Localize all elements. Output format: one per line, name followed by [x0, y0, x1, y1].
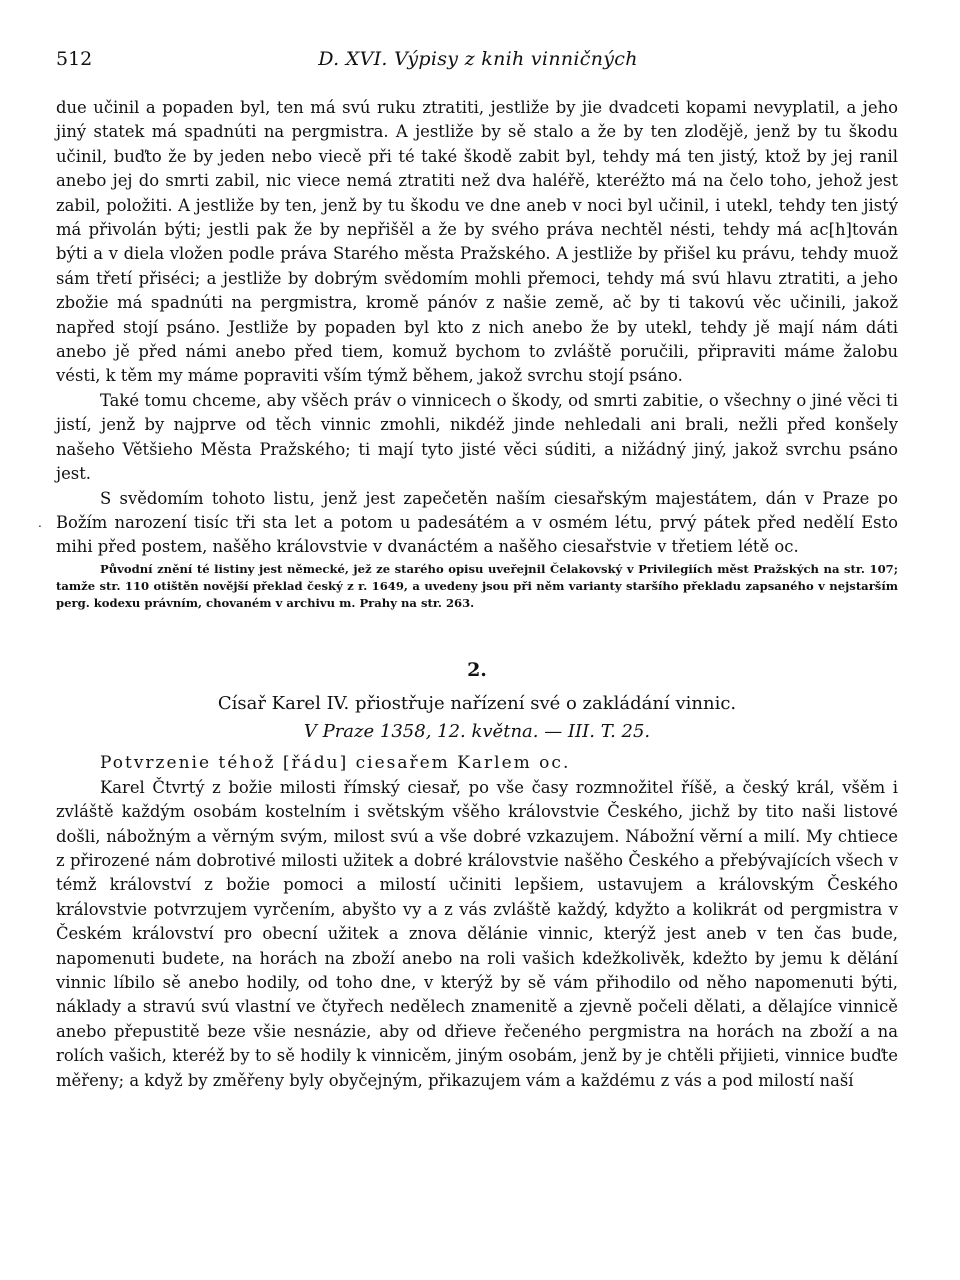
page-number: 512 — [56, 48, 93, 70]
paragraph-sealing-clause: S svědomím tohoto listu, jenž jest zapečetěn naším ciesařským majestátem, dán v Praze po Božím narození tisíc tři sta let a potom u padesátém a v osmém létu, prvý pátek před nedělí Esto mihi před postem, našěho královstvie v dvanáctém a našěho ciesařstvie v třetiem létě oc. — [56, 488, 898, 557]
margin-mark: . — [38, 516, 42, 530]
paragraph-vineyard-rights: Také tomu chceme, aby všěch práv o vinnicech o škody, od smrti zabitie, o všechny o jiné věci ti jistí, jenž by najprve od těch vinnic zmohli, nikdéž jinde nehledali ani brali, nežli před konšely našeho Většieho Města Pražského; ti mají tyto jisté věci súditi, a nižádný jiný, jakož svrchu psáno jest. — [56, 390, 898, 484]
footnote: Původní znění té listiny jest německé, jež ze starého opisu uveřejnil Čelakovský v Privilegiích měst Pražských na str. 107; tamže str. 110 otištěn novější překlad český z r. 1649, a uvedeny jsou při něm varianty staršího překladu zapsaného v nejstarším perg. kodexu právním, chovaném v archivu m. Prahy na str. 263. — [56, 561, 898, 610]
section-number: 2. — [467, 658, 487, 681]
running-header — [56, 48, 900, 74]
charter-paragraph: Karel Čtvrtý z božie milosti římský ciesař, po vše časy rozmnožitel říšě, a český král, všěm i zvláště každým osobám kostelním i světským všěho královstvie Českého, jichž by tito naši listové došli, nábožným a věrným svým, milost svú a vše dobré vzkazujem. Nábožní věrní a milí. My chtiece z přirozené nám dobrotivé milosti užitek a dobré královstvie našěho Českého a přebývajících všech v témž království z božie pomoci a milostí učiniti lepšiem, ustavujem a královským Českého královstvie potvrzujem vyrčením, abyšto vy a z vás zvláště každý, kdyžto a kolikrát od pergmistra v Českém království pro obecní užitek a znova dělánie vinnic, kterýž jest aneb v ten čas bude, napomenuti budete, na horách na zboží anebo na roli vašich kdežkolivěk, kdežto by jemu k dělání vinnic líbilo sě anebo hodily, od toho dne, v kterýž by sě vám přihodilo od něho napomenuti býti, náklady a stravú svú vlastní ve čtyřech nedělech znamenitě a zjevně počeli dělati, a dělajíce vinnicě anebo přepustitě beze všie nesnázie, aby od dřieve řečeného pergmistra na horách na zboží a na rolích vašich, kteréž by to sě hodily k vinnicěm, jiným osobám, jenž by je chtěli přijieti, vinnice buďte měřeny; a když by změřeny byly obyčejným, přikazujem vám a každému z vás a pod milostí naší — [56, 777, 898, 1090]
section-date-line: V Praze 1358, 12. května. — III. T. 25. — [303, 720, 651, 742]
section-subtitle: Potvrzenie téhož [řádu] ciesařem Karlem oc. — [100, 752, 571, 773]
page-body — [56, 96, 898, 1093]
running-title: D. XVI. Výpisy z knih vinničných — [318, 48, 638, 70]
continued-paragraph: due učinil a popaden byl, ten má svú ruku ztratiti, jestliže by jie dvadceti kopami nevyplatil, a jeho jiný statek má spadnúti na pergmistra. A jestliže by sě stalo a že by ten zlodějě, jenž by tu škodu učinil, buďto že by jeden nebo viecě při té také škodě zabit byl, tehdy má ten jistý, ktož by jej ranil anebo jej do smrti zabil, nic viece nemá ztratiti než dva haléřě, kteréžto má na čelo toho, jehož jest zabil, položiti. A jestliže by ten, jenž by tu škodu ve dne aneb v noci byl učinil, i utekl, tehdy ten jistý má přivolán býti; jestli pak že by nepřišěl a že by svého práva nechtěl nésti, tehdy má ac[h]tován býti a v diela vložen podle práva Starého města Pražského. A jestliže by přišel ku právu, tehdy muož sám třetí přiséci; a jestliže by dobrým svědomím mohli přemoci, tehdy má svú hlavu ztratiti, a jeho zbožie má spadnúti na pergmistra, kromě pánóv z našie země, ač by ti takovú věc učinili, jakož napřed stojí psáno. Jestliže by popaden byl kto z nich anebo že by utekl, tehdy jě mají nám dáti anebo jě před námi anebo před tiem, komuž bychom to zvláště poručili, připraviti máme žalobu vésti, k těm my máme popraviti vším týmž během, jakož svrchu stojí psáno. — [56, 98, 898, 386]
section-title: Císař Karel IV. přiostřuje nařízení své o zakládání vinnic. — [217, 692, 737, 714]
section-gap — [56, 612, 898, 656]
